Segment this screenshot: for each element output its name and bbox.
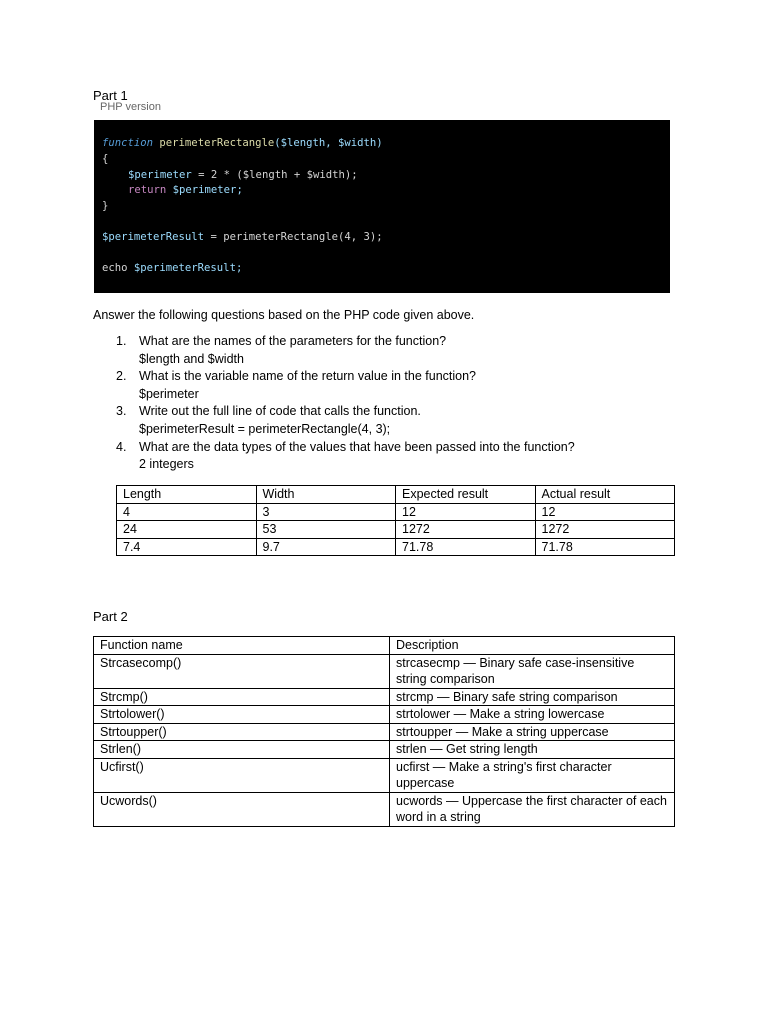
code-line: $perimeterResult = perimeterRectangle(4, 3); [102, 231, 383, 243]
table-cell: Strcasecomp() [94, 654, 390, 688]
table-row [94, 654, 675, 688]
table-cell: Ucwords() [94, 792, 390, 826]
answer-text: $perimeterResult = perimeterRectangle(4, 3); [139, 421, 391, 436]
table-cell: strtoupper — Make a string uppercase [390, 723, 675, 741]
answer-text: 2 integers [139, 457, 194, 472]
question-number: 1. [116, 334, 127, 348]
table-cell: 71.78 [535, 538, 675, 556]
table-cell: 3 [256, 503, 396, 521]
header-cell: Actual result [535, 486, 675, 504]
question-number: 3. [116, 404, 127, 419]
code-line: { [102, 153, 109, 165]
table-row [94, 792, 675, 826]
table-cell: ucwords — Uppercase the first character of each word in a string [390, 792, 675, 826]
table-header-row [94, 637, 675, 655]
question-text: Write out the full line of code that calls the function. [139, 404, 421, 419]
results-table [116, 485, 675, 556]
question-number: 2. [116, 369, 127, 384]
table-cell: 1272 [535, 521, 675, 539]
table-cell: 7.4 [117, 538, 257, 556]
table-cell: 4 [117, 503, 257, 521]
table-cell: 12 [396, 503, 536, 521]
code-line: $perimeter = 2 * ($length + $width); [128, 169, 358, 181]
table-cell: 1272 [396, 521, 536, 539]
table-cell: Strcmp() [94, 688, 390, 706]
table-cell: ucfirst — Make a string's first character uppercase [390, 758, 675, 792]
list-item [116, 439, 676, 474]
table-cell: Ucfirst() [94, 758, 390, 792]
code-line: echo $perimeterResult; [102, 262, 243, 274]
table-row [117, 521, 675, 539]
instructions-text: Answer the following questions based on the PHP code given above. [93, 308, 475, 322]
code-line: } [102, 200, 109, 212]
table-row [94, 688, 675, 706]
table-cell: Strtoupper() [94, 723, 390, 741]
table-cell: 12 [535, 503, 675, 521]
table-cell: strtolower — Make a string lowercase [390, 706, 675, 724]
table-row [94, 723, 675, 741]
header-cell: Length [117, 486, 257, 504]
part2-heading: Part 2 [93, 609, 128, 624]
table-cell: 71.78 [396, 538, 536, 556]
table-cell: Strtolower() [94, 706, 390, 724]
question-number: 4. [116, 439, 127, 454]
list-item [116, 403, 676, 438]
question-text: What are the names of the parameters for the function? [139, 334, 447, 348]
table-cell: strcasecmp — Binary safe case-insensitive string comparison [390, 654, 675, 688]
table-row [117, 503, 675, 521]
table-cell: strlen — Get string length [390, 741, 675, 759]
table-row [94, 741, 675, 759]
table-header-row [117, 486, 675, 504]
table-row [94, 758, 675, 792]
code-screenshot [94, 120, 670, 293]
answer-text: $length and $width [139, 351, 244, 366]
table-row [94, 706, 675, 724]
question-text: What is the variable name of the return value in the function? [139, 369, 476, 384]
header-cell: Description [390, 637, 675, 655]
table-cell: strcmp — Binary safe string comparison [390, 688, 675, 706]
functions-table [93, 636, 675, 827]
table-cell: 24 [117, 521, 257, 539]
table-cell: 9.7 [256, 538, 396, 556]
part1-heading: Part 1 [93, 88, 128, 103]
list-item [116, 333, 676, 368]
cropped-caption: PHP version [100, 101, 161, 113]
header-cell: Expected result [396, 486, 536, 504]
code-line: function perimeterRectangle($length, $width) [102, 137, 383, 149]
question-list [116, 333, 676, 474]
code-line: return $perimeter; [128, 184, 243, 196]
question-text: What are the data types of the values that have been passed into the function? [139, 439, 575, 454]
list-item [116, 368, 676, 403]
table-cell: Strlen() [94, 741, 390, 759]
table-cell: 53 [256, 521, 396, 539]
header-cell: Function name [94, 637, 390, 655]
table-row [117, 538, 675, 556]
answer-text: $perimeter [139, 386, 199, 401]
header-cell: Width [256, 486, 396, 504]
